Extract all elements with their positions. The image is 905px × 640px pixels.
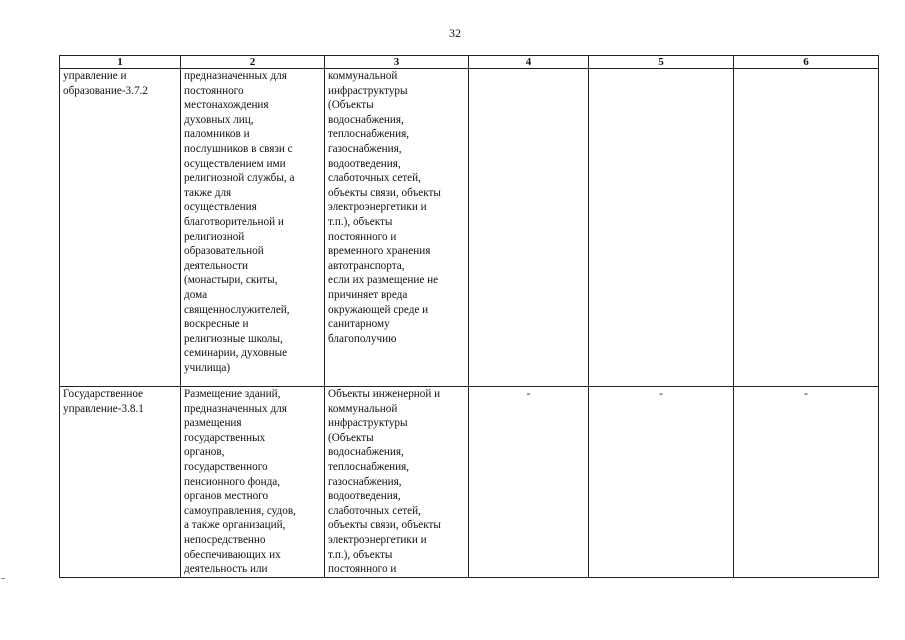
column-header-5: 5 bbox=[589, 56, 734, 69]
table-row bbox=[60, 387, 879, 578]
scan-artifact-mark bbox=[1, 578, 5, 579]
column-header-2: 2 bbox=[181, 56, 325, 69]
description-cell: Размещение зданий, предназначенных для размещения государственных органов, государственного пенсионного фонда, органов местного самоуправления, судов, а также организаций, непосредственно обеспечивающих их деятельность или bbox=[181, 387, 325, 578]
column-header-1: 1 bbox=[60, 56, 181, 69]
column-6-cell: - bbox=[734, 387, 879, 578]
header-row bbox=[60, 56, 879, 69]
description-cell: предназначенных для постоянного местонахождения духовных лиц, паломников и послушников в связи с осуществлением ими религиозной службы, а также для осуществления благотворительной и религиозной образовательной деятельности (монастыри, скиты, дома священнослужителей, воскресные и религиозные школы, семинарии, духовные училища) bbox=[181, 69, 325, 387]
column-4-cell bbox=[469, 69, 589, 387]
land-use-type-cell: Государственное управление-3.8.1 bbox=[60, 387, 181, 578]
column-header-6: 6 bbox=[734, 56, 879, 69]
permitted-objects-cell: коммунальной инфраструктуры (Объекты водоснабжения, теплоснабжения, газоснабжения, водоотведения, слаботочных сетей, объекты связи, объекты электроэнергетики и т.п.), объекты постоянного и временного хранения автотранспорта, если их размещение не причиняет вреда окружающей среде и санитарному благополучию bbox=[325, 69, 469, 387]
table-row bbox=[60, 69, 879, 387]
column-4-cell: - bbox=[469, 387, 589, 578]
column-6-cell bbox=[734, 69, 879, 387]
land-use-type-cell: управление и образование-3.7.2 bbox=[60, 69, 181, 387]
column-5-cell: - bbox=[589, 387, 734, 578]
permitted-objects-cell: Объекты инженерной и коммунальной инфраструктуры (Объекты водоснабжения, теплоснабжения, газоснабжения, водоотведения, слаботочных сетей, объекты связи, объекты электроэнергетики и т.п.), объекты постоянного и bbox=[325, 387, 469, 578]
column-header-4: 4 bbox=[469, 56, 589, 69]
column-header-3: 3 bbox=[325, 56, 469, 69]
column-5-cell bbox=[589, 69, 734, 387]
page-number: 32 bbox=[449, 26, 461, 40]
land-use-table bbox=[59, 55, 879, 578]
